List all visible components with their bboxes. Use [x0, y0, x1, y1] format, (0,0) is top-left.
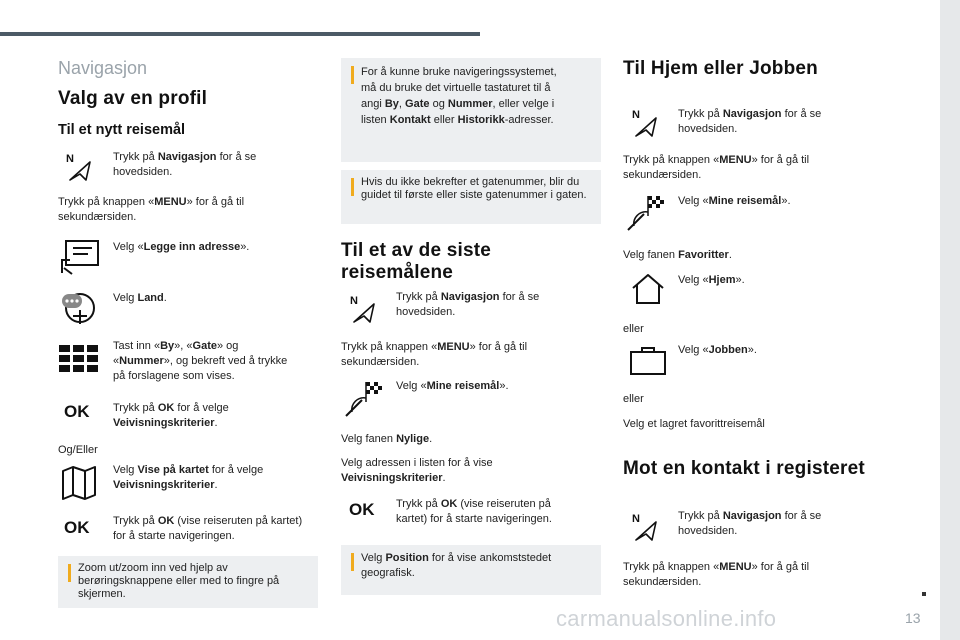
step-select-country: Velg Land.: [113, 292, 167, 304]
text-menu-button-4: Trykk på knappen «MENU» for å gå til sekundærsiden.: [623, 561, 810, 588]
map-icon: [60, 465, 98, 501]
header-rule: [0, 32, 480, 36]
address-entry-icon: [60, 238, 100, 276]
heading-contact: Mot en kontakt i registeret: [623, 458, 865, 479]
heading-recent-destinations: Til et av de siste reisemålene: [341, 240, 492, 283]
ok-button-icon-3: OK: [349, 500, 375, 519]
step-press-navigation-4: Trykk på Navigasjon for å se hovedsiden.: [678, 510, 822, 537]
section-title: Navigasjon: [58, 58, 148, 78]
nav-icon-letter: N: [632, 513, 640, 525]
end-marker: [922, 592, 926, 596]
navigation-icon: [348, 292, 382, 326]
step-my-destinations: Velg «Mine reisemål».: [396, 380, 509, 392]
text-select-address: Velg adressen i listen for å vise Veivisningskriterier.: [341, 457, 493, 484]
destination-flag-icon: [342, 378, 384, 418]
step-my-destinations-2: Velg «Mine reisemål».: [678, 195, 791, 207]
step-show-on-map: Velg Vise på kartet for å velge Veivisningskriterier.: [113, 464, 264, 491]
step-press-ok-criteria: Trykk på OK for å velge Veivisningskriterier.: [113, 402, 229, 429]
or-label-2: eller: [623, 393, 644, 405]
destination-flag-icon: [624, 192, 666, 232]
keyboard-grid-icon: [59, 345, 99, 373]
text-favourites-tab: Velg fanen Favoritter.: [623, 249, 732, 261]
note-accent-bar: [351, 553, 354, 571]
step-press-navigation-2: Trykk på Navigasjon for å se hovedsiden.: [396, 291, 540, 318]
nav-icon-letter: N: [632, 109, 640, 121]
page-number: 13: [905, 610, 921, 626]
step-press-navigation-3: Trykk på Navigasjon for å se hovedsiden.: [678, 108, 822, 135]
heading-profile: Valg av en profil: [58, 88, 208, 109]
text-menu-button: Trykk på knappen «MENU» for å gå til sekundærsiden.: [58, 196, 245, 223]
note-virtual-keyboard-text: For å kunne bruke navigeringssystemet, må du bruke det virtuelle tastaturet til å angi By, Gate og Nummer, eller velge i listen Kontakt eller Historikk-adresser.: [361, 66, 557, 126]
step-enter-address: Velg «Legge inn adresse».: [113, 241, 250, 253]
text-saved-favourite: Velg et lagret favorittreisemål: [623, 418, 765, 430]
text-menu-button-3: Trykk på knappen «MENU» for å gå til sekundærsiden.: [623, 154, 810, 181]
step-press-ok-start: Trykk på OK (vise reiseruten på kartet) for å starte navigeringen.: [113, 515, 303, 542]
country-globe-icon: [60, 290, 100, 326]
step-select-home: Velg «Hjem».: [678, 274, 745, 286]
note-accent-bar: [68, 564, 71, 582]
note-virtual-keyboard: [341, 58, 601, 162]
note-accent-bar: [351, 178, 354, 196]
note-zoom: [58, 556, 318, 608]
step-type-address: Tast inn «By», «Gate» og «Nummer», og bekreft ved å trykke på forslagene som vises.: [113, 340, 288, 382]
note-street-number: [341, 170, 601, 224]
note-position-text: Velg Position for å vise ankomststedet geografisk.: [361, 552, 552, 579]
heading-home-work: Til Hjem eller Jobben: [623, 58, 818, 79]
step-select-work: Velg «Jobben».: [678, 344, 757, 356]
note-street-number-text: Hvis du ikke bekrefter et gatenummer, blir du guidet til første eller siste gatenummer i gaten.: [361, 176, 587, 201]
step-press-ok-start-2: Trykk på OK (vise reiseruten på kartet) for å starte navigeringen.: [396, 498, 552, 525]
page-edge-strip: [940, 0, 960, 640]
nav-icon-letter: N: [350, 295, 358, 307]
watermark: carmanualsonline.info: [556, 606, 777, 631]
text-menu-button-2: Trykk på knappen «MENU» for å gå til sekundærsiden.: [341, 341, 528, 368]
note-accent-bar: [351, 66, 354, 84]
note-zoom-text: Zoom ut/zoom inn ved hjelp av berøringsknappene eller med to fingre på skjermen.: [78, 562, 280, 600]
or-label-1: eller: [623, 323, 644, 335]
navigation-icon: [64, 150, 98, 184]
navigation-icon: [630, 510, 664, 544]
ok-button-icon-2: OK: [64, 518, 90, 537]
home-icon: [630, 272, 666, 306]
text-recent-tab: Velg fanen Nylige.: [341, 433, 433, 445]
subheading-new-destination: Til et nytt reisemål: [58, 122, 186, 138]
note-position: [341, 545, 601, 595]
nav-icon-letter: N: [66, 153, 74, 165]
or-label: Og/Eller: [58, 444, 98, 456]
step-press-navigation: Trykk på Navigasjon for å se hovedsiden.: [113, 151, 257, 178]
briefcase-icon: [628, 346, 668, 376]
navigation-icon: [630, 106, 664, 140]
ok-button-icon: OK: [64, 402, 90, 421]
